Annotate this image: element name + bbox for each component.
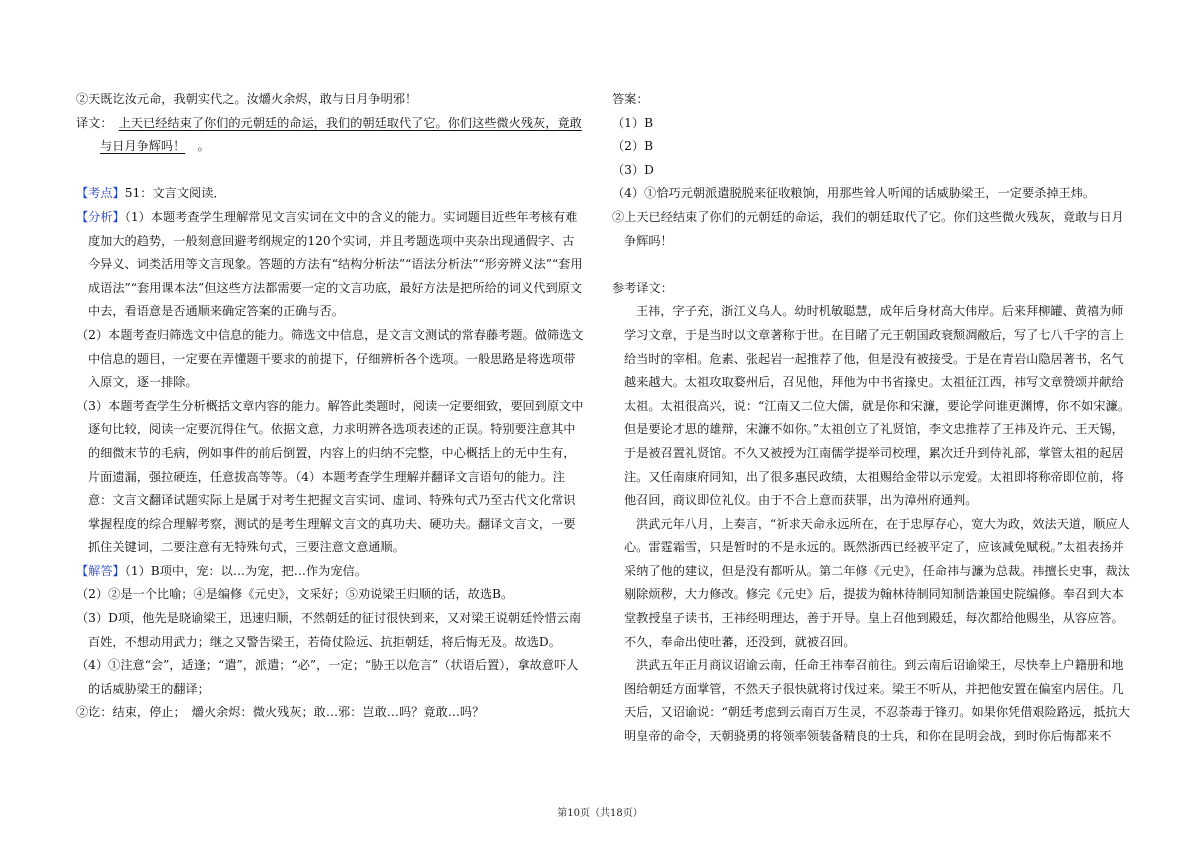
answer-label: 答案： (612, 92, 649, 106)
answer-5: ②上天已经结束了你们的元朝廷的命运，我们的朝廷取代了它。你们这些微火残灰，竟敢与日月争辉吗！ (612, 209, 1124, 248)
fenxi-paragraph-3: （3）本题考查学生分析概括文章内容的能力。解答此类题时，阅读一定要细致，要回到原文中逐句比较，阅读一定要沉得住气。依据文意，力求明辨各选项表述的正误。特别要注意其中的细微末节的毛病，例如事件的前后倒置，内容上的归纳不完整，中心概括上的无中生有，片面遗漏，强拉硬连，任意拔高等等。（4）本题考查学生理解并翻译文言语句的能力。注意：文言文翻译试题实际上是属于对考生把握文言实词、虚词、特殊句式乃至古代文化常识掌握程度的综合理解考察，测试的是考生理解文言文的真功夫、硬功夫。翻译文言文，一要抓住关键词，二要注意有无特殊句式，三要注意文意通顺。 (76, 398, 584, 555)
fenxi-label: 【分析】 (76, 209, 125, 224)
jieda-line-3: （3）D项，他先是晓谕梁王，迅速归顺，不然朝廷的征讨很快到来，又对梁王说朝廷怜惜云南百姓，不想动用武力；继之又警告梁王，若倚仗险远、抗拒朝廷，将后悔无及。故选D。 (76, 611, 582, 649)
reference-paragraph-3: 洪武五年正月商议诏谕云南，任命王祎奉召前往。到云南后诏谕梁王，尽快奉上户籍册和地图给朝廷方面掌管，不然天子很快就将讨伐过来。梁王不听从，并把他安置在偏室内居住。几天后，又诏谕说：“朝廷考虑到云南百万生灵，不忍荼毒于锋刃。如果你凭借艰险路远，抵抗大明皇帝的命令，天朝骁勇的将领率领装备精良的士兵，和你在昆明会战，到时你后悔都来不 (624, 658, 1130, 744)
jieda-line-5: ②讫：结束，停止； 爝火余烬：微火残灰；敢…邪：岂敢…吗？竟敢…吗？ (76, 705, 485, 720)
kaodian-label: 【考点】 (76, 186, 125, 201)
translation-paragraph (76, 112, 586, 159)
right-column (612, 88, 1132, 749)
jieda-line-1 (76, 560, 586, 584)
fenxi-paragraph-2: （2）本题考查归筛选文中信息的能力。筛选文中信息，是文言文测试的常春藤考题。做筛选文中信息的题目，一定要在弄懂题干要求的前提下，仔细辨析各个选项。一般思路是将选项带入原文，逐一排除。 (76, 327, 584, 390)
answer-3: （3）D (612, 162, 654, 177)
page-number-footer: 第10页（共18页） (557, 808, 643, 819)
kaodian-text: 51：文言文阅读． (124, 186, 226, 201)
translation-answer: 上天已经结束了你们的元朝廷的命运，我们的朝廷取代了它。你们这些微火残灰，竟敢与日月争辉吗！ (100, 115, 582, 154)
reference-paragraph-2: 洪武元年八月，上奏言，“祈求天命永远所在，在于忠厚存心，宽大为政，效法天道，顺应人心。雷霆霜雪，只是暂时的不是永远的。既然浙西已经被平定了，应该减免赋税。”太祖表扬并采纳了他的建议，但是没有都听从。第二年修《元史》，任命祎与濂为总裁。祎擅长史事，裁汰剔除烦秽，大力修改。修完《元史》后，提拔为翰林待制同知制诰兼国史院编修。奉召到大本堂教授皇子读书，王祎经明理达，善于开导。皇上召他到殿廷，每次都给他赐坐，从容应答。不久，奉命出使吐蕃，还没到，就被召回。 (624, 516, 1130, 649)
fenxi-text-1: （1）本题考查学生理解常见文言实词在文中的含义的能力。实词题目近些年考核有难度加大的趋势，一般刻意回避考纲规定的120个实词，并且考题选项中夹杂出现通假字、古今异义、词类活用等文言现象。答题的方法有“结构分析法”“语法分析法”“形旁辨义法”“套用成语法”“套用课本法”但这些方法都需要一定的文言功底，最好方法是把所给的词义代到原文中去，看语意是否通顺来确定答案的正确与否。 (88, 209, 583, 319)
jieda-label: 【解答】 (76, 563, 125, 578)
kaodian-line (76, 182, 586, 206)
reference-paragraph-1: 王祎，字子充，浙江义乌人。幼时机敏聪慧，成年后身材高大伟岸。后来拜柳罐、黄禧为师学习文章，于是当时以文章著称于世。在目睹了元王朝国政衰颓凋敝后，写了七八千字的言上给当时的宰相。危素、张起岩一起推荐了他，但是没有被接受。于是在青岩山隐居著书，名气越来越大。太祖攻取婺州后，召见他，拜他为中书省掾史。太祖征江西，祎写文章赞颂并献给太祖。太祖很高兴，说：“江南又二位大儒，就是你和宋濂，要论学问谁更渊博，你不如宋濂。但是要论才思的雄辩，宋濂不如你。”太祖创立了礼贤馆，李文忠推荐了王祎及许元、王天锡，于是被召置礼贤馆。不久又被授为江南儒学提举司校理，累次迁升到侍礼部，掌管太祖的起居注。又任南康府同知，出了很多惠民政绩，太祖赐给金带以示宠爱。太祖即将称帝即位前，将他召回，商议即位礼仪。由于不合上意而获罪，出为漳州府通判。 (624, 304, 1130, 508)
translation-label: 译文： (76, 115, 107, 130)
quote-line: ②天既讫汝元命，我朝实代之。汝爝火余烬，敢与日月争明邪！ (76, 92, 418, 106)
translation-end: 。 (197, 139, 210, 154)
answer-4: （4）①恰巧元朝派遣脱脱来征收粮饷，用那些耸人听闻的话威胁梁王，一定要杀掉王炜。 (612, 186, 1096, 201)
fenxi-paragraph-1 (76, 206, 586, 324)
answer-1: （1）B (612, 115, 654, 130)
jieda-line-4: （4）①注意“会”，适逢；“遣”，派遣；“必”，一定；“胁王以危言”（状语后置），拿故意吓人的话威胁梁王的翻译； (76, 658, 579, 696)
reference-label: 参考译文： (612, 280, 673, 295)
jieda-text-1: （1）B项中，宠：以…为宠，把…作为宠信。 (124, 563, 367, 578)
left-column (76, 88, 586, 725)
answer-2: （2）B (612, 139, 654, 154)
jieda-line-2: （2）②是一个比喻；④是编修《元史》，文采好；⑤劝说梁王归顺的话，故选B。 (76, 587, 514, 602)
